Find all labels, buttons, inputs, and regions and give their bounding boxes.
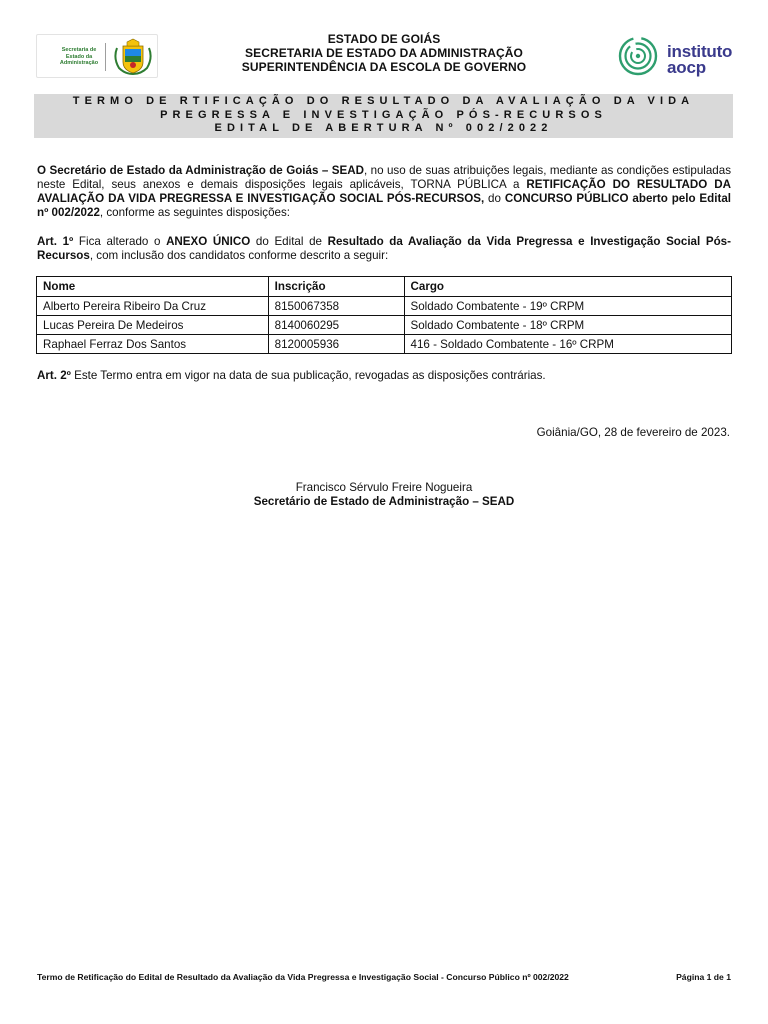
title-line-1: TERMO DE RTIFICAÇÃO DO RESULTADO DA AVALIAÇÃO DA VIDA <box>72 95 695 107</box>
header-state: ESTADO DE GOIÁS <box>327 32 441 46</box>
header-secretariat: SECRETARIA DE ESTADO DA ADMINISTRAÇÃO <box>245 46 523 60</box>
article-1-text-b: do Edital de <box>250 235 328 248</box>
intro-subject: RETIFICAÇÃO DO RESULTADO DA AVALIAÇÃO DA VIDA PREGRESSA E INVESTIGAÇÃO SOCIAL PÓS-RECURSOS, <box>37 178 731 205</box>
header-titles <box>160 32 608 74</box>
cell-cargo: Soldado Combatente - 18º CRPM <box>404 316 732 335</box>
aocp-word-instituto: instituto <box>667 42 733 61</box>
document-title-band <box>34 94 733 138</box>
cell-cargo: Soldado Combatente - 19º CRPM <box>404 297 732 316</box>
title-line-3: EDITAL DE ABERTURA Nº 002/2022 <box>214 122 553 134</box>
article-2-paragraph <box>37 369 731 383</box>
table-row <box>37 297 732 316</box>
intro-authority: O Secretário de Estado da Administração de Goiás – SEAD <box>37 164 364 177</box>
column-header-cargo: Cargo <box>404 277 732 297</box>
intro-contest: CONCURSO PÚBLICO aberto pelo Edital nº 002/2022 <box>37 192 732 219</box>
table-row <box>37 335 732 354</box>
goias-government-logo <box>36 34 158 78</box>
intro-paragraph <box>37 164 731 220</box>
article-2-text: Este Termo entra em vigor na data de sua publicação, revogadas as disposições contrárias. <box>70 369 546 382</box>
footer-document-title: Termo de Retificação do Edital de Resultado da Avaliação da Vida Pregressa e Investigação Social - Concurso Público nº 002/2022 <box>37 972 569 982</box>
intro-text: , no uso de suas atribuições legais, mediante as condições estipuladas neste Edital, seus anexos e demais disposições legais aplicáveis, TORNA PÚBLICA a <box>37 164 731 191</box>
cell-inscricao: 8150067358 <box>268 297 404 316</box>
signer-name: Francisco Sérvulo Freire Nogueira <box>295 481 473 494</box>
article-1-label: Art. 1º <box>37 235 74 248</box>
table-header-row <box>37 277 732 297</box>
candidates-table <box>36 276 732 354</box>
document-header <box>0 30 768 80</box>
article-1-annex: ANEXO ÚNICO <box>166 235 251 248</box>
cell-cargo: 416 - Soldado Combatente - 16º CRPM <box>404 335 732 354</box>
table-row <box>37 316 732 335</box>
article-1-paragraph <box>37 235 731 263</box>
intro-connector: do <box>484 192 505 205</box>
footer-page-number: Página 1 de 1 <box>676 972 731 982</box>
article-2-label: Art. 2º <box>37 369 71 382</box>
signer-role: Secretário de Estado de Administração – SEAD <box>253 495 515 508</box>
cell-inscricao: 8120005936 <box>268 335 404 354</box>
cell-inscricao: 8140060295 <box>268 316 404 335</box>
cell-nome: Lucas Pereira De Medeiros <box>37 316 269 335</box>
header-superintendence: SUPERINTENDÊNCIA DA ESCOLA DE GOVERNO <box>241 60 527 74</box>
date-line: Goiânia/GO, 28 de fevereiro de 2023. <box>536 426 730 439</box>
article-1-text-c: , com inclusão dos candidatos conforme descrito a seguir: <box>89 249 389 262</box>
column-header-inscricao: Inscrição <box>268 277 404 297</box>
instituto-aocp-logo <box>617 35 747 77</box>
goias-coat-of-arms-icon <box>111 38 155 76</box>
logo-left-text: Secretaria de Estado da Administração <box>59 47 99 66</box>
cell-nome: Raphael Ferraz Dos Santos <box>37 335 269 354</box>
column-header-nome: Nome <box>37 277 269 297</box>
article-1-edital-name: Resultado da Avaliação da Vida Pregressa e Investigação Social Pós-Recursos <box>37 235 731 262</box>
cell-nome: Alberto Pereira Ribeiro Da Cruz <box>37 297 269 316</box>
intro-closing: , conforme as seguintes disposições: <box>99 206 291 219</box>
aocp-fingerprint-icon <box>617 35 661 77</box>
title-line-2: PREGRESSA E INVESTIGAÇÃO PÓS-RECURSOS <box>160 108 607 121</box>
logo-divider <box>105 43 106 71</box>
article-1-text-a: Fica alterado o <box>73 235 167 248</box>
aocp-word-aocp: aocp <box>667 58 706 77</box>
